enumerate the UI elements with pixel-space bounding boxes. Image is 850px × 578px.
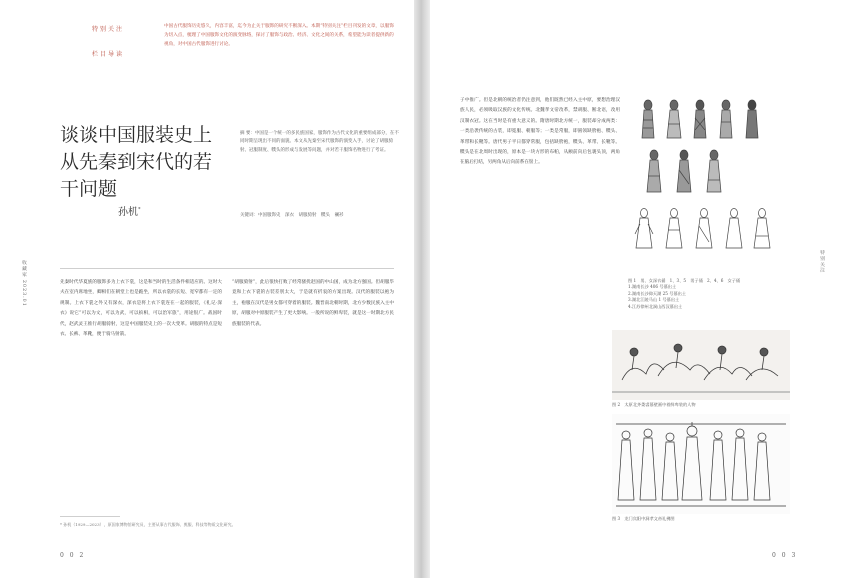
body-column-1: 先秦时代华夏族的服饰多为上衣下裳，这是和当时的生活条件相适应的。这时大夫在室内席地坐，卿相们在朝堂上也是跪坐，所以衣裳的长短、宽窄都有一定的规制。上衣下裳之外又有深衣，深衣是将上衣下裳连在一起的服装，《礼记·深衣》说它“可以为文，可以为武，可以摈相，可以治军旅”，用途很广。战国时代，赵武灵王推行胡服骑射，这是中国服装史上的一次大变革。胡服的特点是短衣、长裤、革靴，便于骑马射箭。	[60, 280, 222, 338]
article-abstract: 摘 要：中国是一个统一的多民族国家，服饰作为古代文化的重要组成部分，在不同时期呈现出不同的面貌。本文从先秦至宋代服饰的演变入手，讨论了胡服骑射、冠服制度、幞头的形成与发展等问题，并对若干服饰名物进行了考证。	[240, 131, 399, 153]
figure-2-mural	[612, 330, 790, 400]
figure-3-caption: 图 3 龙门宾阳中洞孝文帝礼佛图	[612, 516, 675, 521]
right-page-number: 0 0 3	[772, 552, 798, 559]
left-page	[0, 0, 414, 578]
figurines-illustration	[628, 96, 790, 276]
figure-1-caption: 图 1 男、女深衣俑 1、3、5 男子俑 2、4、6 女子俑	[628, 278, 741, 283]
relief-illustration	[612, 414, 790, 514]
mural-illustration	[612, 330, 790, 400]
left-side-running-text: 收藏家 2023.01	[21, 260, 26, 307]
header-divider	[60, 268, 394, 269]
author-name: 孙机	[118, 207, 138, 218]
figure-column	[628, 96, 790, 310]
article-keywords: 关键词：中国服饰史 深衣 胡服骑射 幞头 襕衫	[240, 213, 344, 218]
column-labels	[92, 24, 142, 74]
right-side-running-text: 特别关注	[819, 250, 824, 274]
left-page-number: 0 0 2	[60, 552, 86, 559]
figure-3-relief	[612, 414, 790, 514]
figure-1-note-4: 4.江苏徐州北洞山西汉墓出土	[628, 303, 683, 309]
article-author: 孙机*	[118, 206, 141, 218]
figure-1-note-2: 2.湖南长沙仰天湖 25 号墓出土	[628, 290, 687, 296]
book-gutter	[414, 0, 430, 578]
right-body-column: 子中推广。但是北朝的统治者仍注意到，他们既然已经入主中原，要想治理汉族人民，必须吸取汉族的文化传统。北魏孝文帝改革，禁胡服、断北语，改用汉制衣冠。这在当时是有重大意义的。隋唐时期北方统一，服装却分成两类：一类沿袭传统的古装，即冕服、朝服等；一类是常服，即圆领缺胯袍、幞头、革带和长靴等。唐代男子平日都穿常服，包括缺胯袍，幞头、革带、长靴等。幞头是在北周时出现的，原本是一块方形的布帕，从额前向后包裹头顶，两角在脑后打结，另两角从后向前系在髻上。	[460, 98, 620, 166]
figure-1-figurines	[628, 96, 790, 276]
article-title: 谈谈中国服装史上从先秦到宋代的若干问题	[60, 124, 213, 200]
figure-2-wrapper	[612, 330, 790, 408]
figure-1-note-1: 1.湖南长沙 406 号墓出土	[628, 284, 677, 290]
footnote: * 孙机（1929—2023），原国家博物馆研究员，主要从事古代服饰、舆服、科技等物质文化研究。	[60, 522, 236, 527]
footnote-divider	[60, 516, 120, 517]
figure-3-wrapper	[612, 414, 790, 522]
figure-2-caption: 图 2 太原北齐娄睿墓壁画中着鲜卑装的人物	[612, 402, 696, 407]
figure-1-note-3: 3.湖北江陵马山 1 号墓出土	[628, 297, 680, 303]
column-intro: 中国古代服饰历史悠久，内容丰富，迄今为止关于服饰的研究不断深入。本期“特别关注”栏目刊发的文章，以服饰为切入点，梳理了中国服饰文化的演变脉络，探讨了服饰与政治、经济、文化之间的关系，希望能为读者提供新的视角，对中国古代服饰进行讨论。	[164, 24, 394, 48]
body-column-2: “胡服骑射”，此后很快打败了经常骚扰赵国的中山国，成为北方强国。但胡服毕竟和上衣下裳的古装差别太大，于是就有折衷的方案出现。汉代的服装以袍为主，袍服在汉代是男女都可穿着的服装。魏晋南北朝时期，北方少数民族入主中原，胡服对中原服装产生了更大影响。一般所说的鲜卑装，就是这一时期北方民族服装的代表。	[232, 280, 394, 327]
label-column-guide: 栏目导读	[92, 51, 125, 58]
label-special-focus: 特别关注	[92, 26, 125, 33]
